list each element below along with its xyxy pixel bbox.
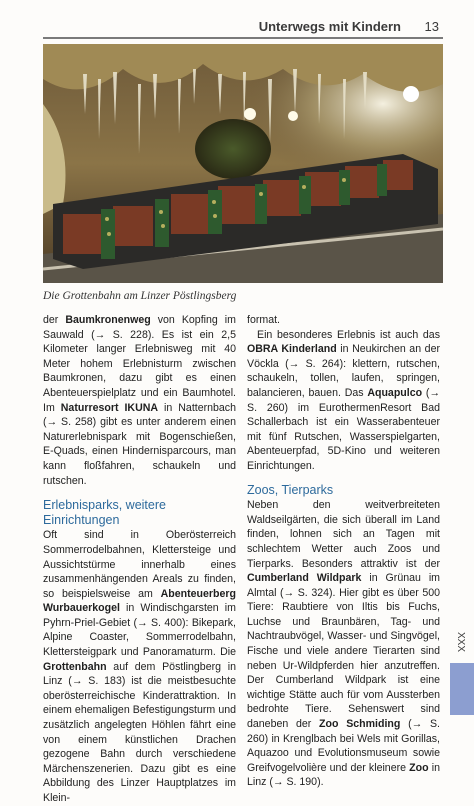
figure-caption: Die Grottenbahn am Linzer Pöstlingsberg — [43, 290, 237, 302]
right-column — [247, 313, 440, 790]
left-column — [43, 313, 236, 806]
emphasis: OBRA Kinderland — [247, 343, 337, 356]
running-head — [43, 17, 443, 37]
thumb-index-tab — [450, 663, 474, 715]
emphasis: Naturresort IKUNA — [60, 401, 159, 414]
header-rule — [43, 37, 443, 39]
grottenbahn-photo — [43, 44, 443, 283]
running-title: Unterwegs mit Kindern — [258, 19, 401, 34]
paragraph: Neben den weitverbreiteten Waldseilgärten, die sich überall im Land finden, lohnen sich an Tagen mit schlechtem Wetter auch Zoos und Tierparks. Besonders attraktiv ist der Cumberland Wildpark in Grünau im Almtal (→ S. 324). Hier gibt es über 500 Tiere: Raubtiere von Iltis bis Fuchs, Luchse und Braunbären, Tag- und Nachtraubvögel, Wasser- und Singvögel, Fische und viele andere Tierarten sind neben Ur-Wildpferden hier anzutreffen. Der Cumberland Wildpark ist eine wichtige Stätte auch für vom Aussterben bedrohte Tiere. Sehenswert sind daneben der Zoo Schmiding (→ S. 260) in Krenglbach bei Wels mit Gorillas, Aquazoo und Evolutionsmuseum sowie Greifvogelvolière und der kleinere Zoo in Linz (→ S. 190). — [247, 499, 441, 789]
emphasis: Zoo — [409, 761, 429, 774]
paragraph: Ein besonderes Erlebnis ist auch das OBRA Kinderland in Neukirchen an der Vöckla (→ S. 264): klettern, rutschen, schaukeln, tollen, laufen, springen, balancieren, bauen. Das Aquapulco (→ S. 260) im EurothermenResort Bad Schallerbach ist ein Wasserabenteuer mit fünf Rutschen, Wasserspielgarten, Abenteuerpfad, 5D-Kino und weiteren Einrichtungen. — [247, 328, 440, 472]
emphasis: Baumkronenweg — [65, 314, 151, 326]
paragraph: Oft sind in Oberösterreich Sommerrodelbahnen, Klettersteige und Aussichtstürme innerhalb eines zusammenhängenden Areals zu finden, so beispielsweise am Abenteuerberg Wurbauerkogel in Windischgarsten im Pyhrn-Priel-Gebiet (→ S. 400): Bikepark, Alpine Coaster, Sommerrodelbahn, Klettersteigpark und Panoramaturm. Die Grottenbahn auf dem Pöstlingberg in Linz (→ S. 183) ist die meistbesuchte oberösterreichische Kinderattraktion. In einem ehemaligen Befestigungsturm und zusätzlich angelegten Höhlen fährt eine von einem künstlichen Drachen gezogene Bahn durch verschiedene Märchenszenerien. Dazu gibt es eine Abbildung des Linzer Hauptplatzes im Klein- — [43, 529, 236, 804]
section-heading: Erlebnisparks, weitere Einrichtungen — [43, 498, 166, 527]
page-number: 13 — [424, 19, 439, 34]
emphasis: Cumberland Wildpark — [247, 572, 362, 585]
side-label: XXX — [455, 632, 466, 653]
emphasis: Grottenbahn — [43, 660, 107, 673]
emphasis: Abenteuerberg Wurbauerkogel — [43, 587, 236, 615]
paragraph: der Baumkronenweg von Kopfing im Sauwald (→ S. 228). Es ist ein 2,5 Kilometer langer Erlebnisweg mit 40 Meter hohem Erlebnisturm zwischen Baumkronen, dazu gibt es einen Abenteuerspielplatz und ein Baumhotel. Im Naturresort IKUNA in Natternbach (→ S. 258) gibt es unter anderem einen Naturerlebnispark mit Bogenschießen, E-Quads, einen Hindernisparcours, man kann floßfahren, schaukeln und rutschen. — [43, 314, 236, 487]
paragraph: format. — [247, 314, 280, 326]
emphasis: Aquapulco — [367, 386, 423, 399]
emphasis: Zoo Schmiding — [319, 718, 401, 731]
section-heading: Zoos, Tierparks — [247, 482, 334, 497]
